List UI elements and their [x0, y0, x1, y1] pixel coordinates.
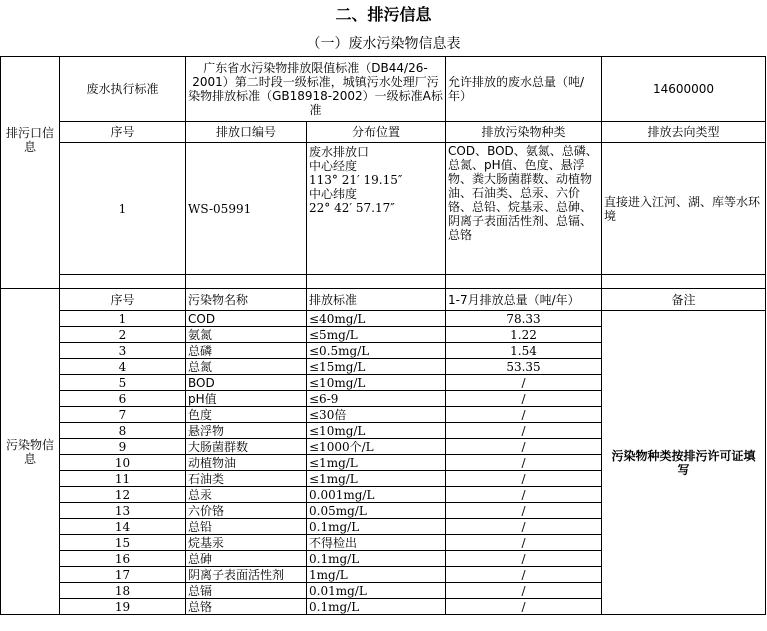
pollutant-index: 10 [60, 455, 186, 471]
outlet-header-index: 序号 [60, 122, 186, 143]
pollutant-side-label: 污染物信息 [1, 289, 60, 615]
pollutant-name: 总汞 [186, 487, 307, 503]
pollutant-name: 悬浮物 [186, 423, 307, 439]
outlet-location: 废水排放口 中心经度 113° 21′ 19.15″ 中心纬度 22° 42′ 57.17″ [307, 143, 446, 275]
pollutant-total: / [446, 375, 602, 391]
outlet-code: WS-05991 [186, 143, 307, 275]
pollutant-total: / [446, 583, 602, 599]
pollutant-total: 1.54 [446, 343, 602, 359]
pollutant-name: 总氮 [186, 359, 307, 375]
pollutant-total: / [446, 567, 602, 583]
pollutant-standard: ≤10mg/L [307, 423, 446, 439]
outlet-header-code: 排放口编号 [186, 122, 307, 143]
pollutant-name: 石油类 [186, 471, 307, 487]
pollutant-header-standard: 排放标准 [307, 289, 446, 311]
outlet-destination: 直接进入江河、湖、库等水环境 [602, 143, 766, 275]
pollutant-total: / [446, 439, 602, 455]
pollutant-name: 总砷 [186, 551, 307, 567]
pollutant-name: 动植物油 [186, 455, 307, 471]
pollutant-standard: ≤10mg/L [307, 375, 446, 391]
pollutant-standard: ≤1000个/L [307, 439, 446, 455]
pollutant-total: / [446, 535, 602, 551]
pollutant-standard: 不得检出 [307, 535, 446, 551]
pollutant-standard: ≤6-9 [307, 391, 446, 407]
allowed-total-value: 14600000 [602, 57, 766, 122]
pollutant-name: 总磷 [186, 343, 307, 359]
pollutant-index: 6 [60, 391, 186, 407]
pollutant-index: 11 [60, 471, 186, 487]
pollutant-name: 大肠菌群数 [186, 439, 307, 455]
standard-row [1, 57, 766, 122]
pollutant-name: 烷基汞 [186, 535, 307, 551]
pollutant-name: 氨氮 [186, 327, 307, 343]
pollutant-name: BOD [186, 375, 307, 391]
pollutant-index: 16 [60, 551, 186, 567]
pollutant-name: 总镉 [186, 583, 307, 599]
pollutant-index: 3 [60, 343, 186, 359]
pollutant-header-total: 1-7月排放总量（吨/年） [446, 289, 602, 311]
pollutant-header-row [1, 289, 766, 311]
pollutant-standard: ≤40mg/L [307, 311, 446, 327]
pollutant-row [1, 311, 766, 327]
side-spacer [1, 57, 60, 122]
pollutant-name: 总铅 [186, 519, 307, 535]
pollutant-standard: ≤1mg/L [307, 455, 446, 471]
pollutant-standard: 0.1mg/L [307, 551, 446, 567]
pollutant-total: / [446, 407, 602, 423]
pollutant-name: 总铬 [186, 599, 307, 615]
pollutant-index: 13 [60, 503, 186, 519]
pollutant-index: 12 [60, 487, 186, 503]
pollutant-standard: 0.1mg/L [307, 519, 446, 535]
allowed-total-label: 允许排放的废水总量（吨/年） [446, 57, 602, 122]
pollutant-header-name: 污染物名称 [186, 289, 307, 311]
outlet-data-row [1, 143, 766, 275]
pollutant-total: 53.35 [446, 359, 602, 375]
pollutant-total: 1.22 [446, 327, 602, 343]
pollutant-name: 色度 [186, 407, 307, 423]
pollutant-index: 8 [60, 423, 186, 439]
pollutant-total: / [446, 391, 602, 407]
pollutant-remark: 污染物种类按排污许可证填写 [602, 311, 766, 615]
pollutant-standard: ≤30倍 [307, 407, 446, 423]
wastewater-pollutant-table [0, 56, 766, 615]
pollutant-index: 1 [60, 311, 186, 327]
pollutant-standard: 1mg/L [307, 567, 446, 583]
table-subtitle: （一）废水污染物信息表 [306, 36, 461, 52]
pollutant-standard: ≤0.5mg/L [307, 343, 446, 359]
pollutant-standard: ≤15mg/L [307, 359, 446, 375]
standard-label: 废水执行标准 [60, 57, 186, 122]
pollutant-index: 9 [60, 439, 186, 455]
pollutant-total: / [446, 503, 602, 519]
pollutant-name: 六价铬 [186, 503, 307, 519]
outlet-header-location: 分布位置 [307, 122, 446, 143]
pollutant-total: / [446, 599, 602, 615]
outlet-header-destination: 排放去向类型 [602, 122, 766, 143]
pollutant-index: 4 [60, 359, 186, 375]
pollutant-standard: 0.001mg/L [307, 487, 446, 503]
pollutant-total: / [446, 423, 602, 439]
blank-row [1, 275, 766, 289]
outlet-side-label: 排污口信息 [1, 122, 60, 289]
pollutant-standard: ≤1mg/L [307, 471, 446, 487]
pollutant-name: COD [186, 311, 307, 327]
pollutant-total: / [446, 487, 602, 503]
pollutant-header-remark: 备注 [602, 289, 766, 311]
pollutant-index: 14 [60, 519, 186, 535]
outlet-pollutant-list: COD、BOD、氨氮、总磷、总氮、pH值、色度、悬浮物、粪大肠菌群数、动植物油、石油类、总汞、六价铬、总铅、烷基汞、总砷、阴离子表面活性剂、总镉、总铬 [446, 143, 602, 275]
pollutant-standard: 0.05mg/L [307, 503, 446, 519]
pollutant-standard: 0.1mg/L [307, 599, 446, 615]
pollutant-index: 7 [60, 407, 186, 423]
pollutant-index: 19 [60, 599, 186, 615]
pollutant-standard: ≤5mg/L [307, 327, 446, 343]
pollutant-index: 2 [60, 327, 186, 343]
outlet-header-pollutants: 排放污染物种类 [446, 122, 602, 143]
pollutant-standard: 0.01mg/L [307, 583, 446, 599]
pollutant-index: 17 [60, 567, 186, 583]
pollutant-index: 15 [60, 535, 186, 551]
pollutant-index: 5 [60, 375, 186, 391]
pollutant-name: 阴离子表面活性剂 [186, 567, 307, 583]
section-title: 二、排污信息 [335, 5, 432, 24]
pollutant-total: / [446, 455, 602, 471]
pollutant-total: / [446, 551, 602, 567]
outlet-header-row [1, 122, 766, 143]
pollutant-total: / [446, 471, 602, 487]
pollutant-total: / [446, 519, 602, 535]
pollutant-name: pH值 [186, 391, 307, 407]
pollutant-header-index: 序号 [60, 289, 186, 311]
pollutant-index: 18 [60, 583, 186, 599]
pollutant-total: 78.33 [446, 311, 602, 327]
standard-text: 广东省水污染物排放限值标准（DB44/26-2001）第二时段一级标准，城镇污水处理厂污染物排放标准（GB18918-2002）一级标准A标准 [186, 57, 446, 122]
outlet-index: 1 [60, 143, 186, 275]
